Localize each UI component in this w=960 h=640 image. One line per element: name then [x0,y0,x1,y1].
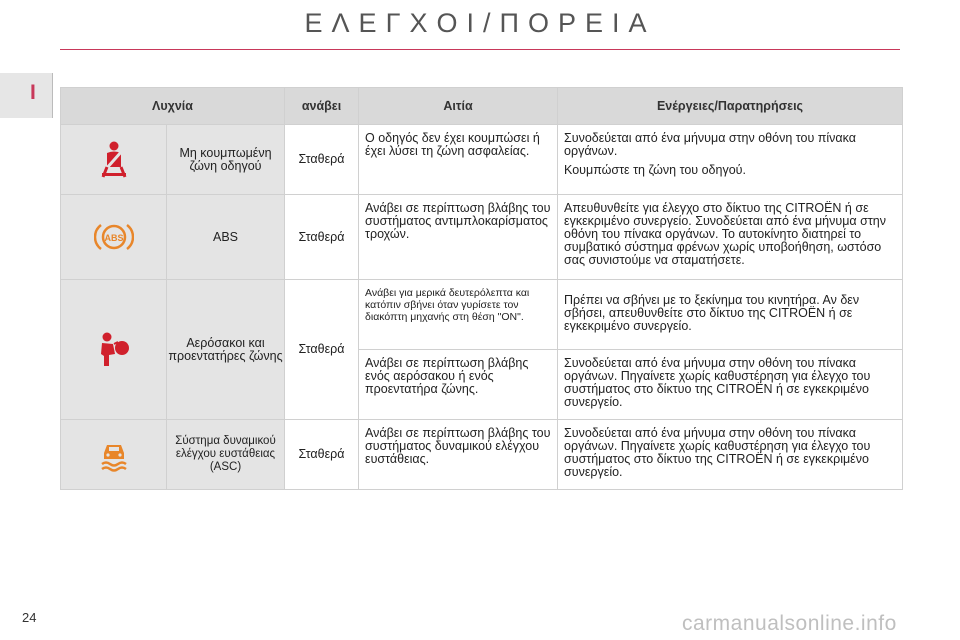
abs-warning-icon [62,221,165,253]
lamp-actions [558,350,903,420]
lamp-name: Αερόσακοι και προεντατήρες ζώνης [167,280,285,420]
action-text: Συνοδεύεται από ένα μήνυμα στην οθόνη του πίνακα οργάνων. Πηγαίνετε χωρίς καθυστέρηση για έλεγχο του συστήματος στο δίκτυο της CITROËN ή σε εγκεκριμένο συνεργείο. [564,356,871,409]
lamp-icon-cell [61,420,167,490]
chapter-number: I [30,81,36,104]
watermark: carmanualsonline.info [682,612,897,635]
action-text: Πρέπει να σβήνει με το ξεκίνημα του κινητήρα. Αν δεν σβήσει, απευθυνθείτε στο δίκτυο της CITROËN ή σε εγκεκριμένο συνεργείο. [564,292,860,333]
lamp-cause: Ανάβει σε περίπτωση βλάβης ενός αερόσακου ή ενός προεντατήρα ζώνης. [359,350,558,420]
lamp-actions [558,280,903,350]
lamp-cause: Ανάβει σε περίπτωση βλάβης του συστήματος αντιμπλοκαρίσματος τροχών. [359,195,558,280]
table-row [61,420,903,490]
lamp-cause: Ανάβει σε περίπτωση βλάβης του συστήματος δυναμικού ελέγχου ευστάθειας. [359,420,558,490]
column-header-lamp: Λυχνία [61,88,285,125]
lamp-icon-cell [61,280,167,420]
lamp-name: Μη κουμπωμένη ζώνη οδηγού [167,125,285,195]
svg-text:ABS: ABS [103,233,124,243]
column-header-cause: Αιτία [359,88,558,125]
lamp-actions [558,420,903,490]
lamp-icon-cell [61,125,167,195]
lamp-state: Σταθερά [285,195,359,280]
page-title: ΕΛΕΓΧΟΙ/ΠΟΡΕΙΑ [304,8,656,38]
action-text: Συνοδεύεται από ένα μήνυμα στην οθόνη του πίνακα οργάνων. [564,131,856,158]
lamp-icon-cell [61,195,167,280]
action-text: Κουμπώστε τη ζώνη του οδηγού. [564,163,746,177]
lamp-actions [558,125,903,195]
page-number: 24 [22,610,37,625]
lamp-name: ABS [167,195,285,280]
title-divider [60,49,900,50]
lamp-state: Σταθερά [285,280,359,420]
action-text: Συνοδεύεται από ένα μήνυμα στην οθόνη του πίνακα οργάνων. Πηγαίνετε χωρίς καθυστέρηση για έλεγχο του συστήματος στο δίκτυο της CITROËN ή σε εγκεκριμένο συνεργείο. [564,426,871,479]
table-row [61,125,903,195]
airbag-warning-icon [62,330,165,370]
lamp-cause: Ο οδηγός δεν έχει κουμπώσει ή έχει λύσει τη ζώνη ασφαλείας. [359,125,558,195]
warning-lights-table [60,87,903,490]
column-header-lights: ανάβει [285,88,359,125]
table-header-row [61,88,903,125]
lamp-state: Σταθερά [285,125,359,195]
seatbelt-warning-icon [62,140,165,180]
lamp-name: Σύστημα δυναμικού ελέγχου ευστάθειας (ASC) [167,420,285,490]
asc-warning-icon [62,437,165,473]
lamp-actions [558,195,903,280]
lamp-cause: Ανάβει για μερικά δευτερόλεπτα και κατόπιν σβήνει όταν γυρίσετε τον διακόπτη μηχανής στη θέση "ON". [359,280,558,350]
lamp-state: Σταθερά [285,420,359,490]
table-row [61,280,903,350]
chapter-tab-divider [52,73,53,118]
action-text: Απευθυνθείτε για έλεγχο στο δίκτυο της CITROËN ή σε εγκεκριμένο συνεργείο. Συνοδεύεται από ένα μήνυμα στην οθόνη του πίνακα οργάνων. Το αυτοκίνητο διατηρεί το συμβατικό σύστημα φρένων χωρίς υποβοήθηση, ωστόσο σας συνιστούμε να σταματήσετε. [564,201,886,267]
chapter-tab [0,73,52,118]
column-header-actions: Ενέργειες/Παρατηρήσεις [558,88,903,125]
table-row [61,195,903,280]
